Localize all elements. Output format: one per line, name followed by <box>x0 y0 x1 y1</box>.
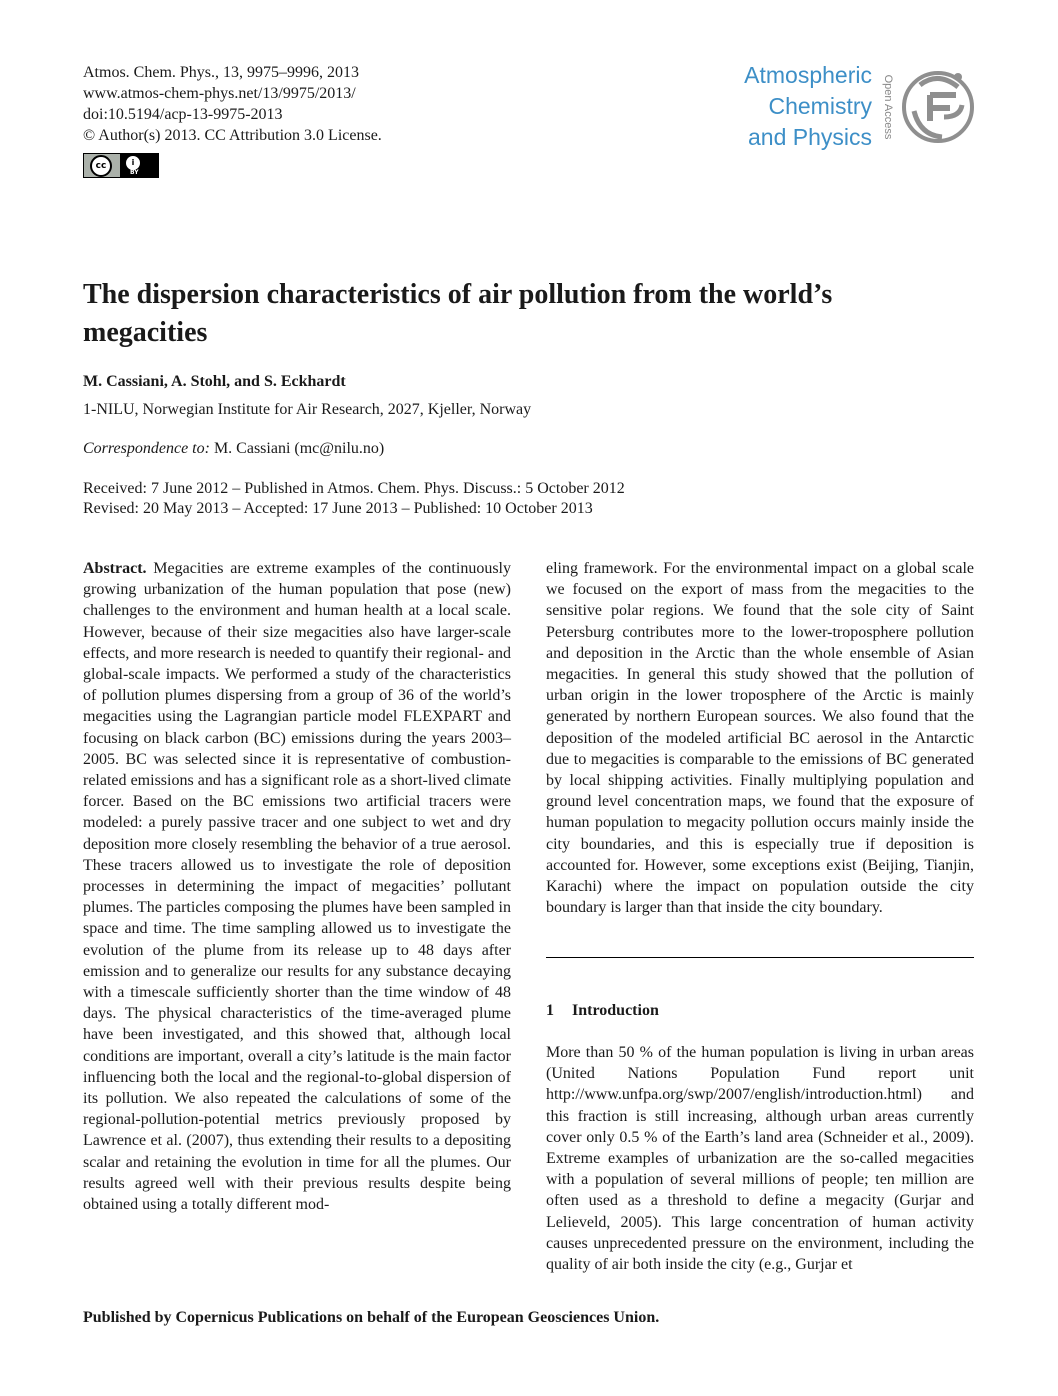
revised-line: Revised: 20 May 2013 – Accepted: 17 June 2013 – Published: 10 October 2013 <box>83 500 593 517</box>
doi-line[interactable]: doi:10.5194/acp-13-9975-2013 <box>83 106 283 123</box>
cc-by-license-icon[interactable] <box>83 153 159 178</box>
section-heading-introduction <box>546 1002 659 1020</box>
by-label: BY <box>130 169 139 176</box>
cc-icon: cc <box>90 155 112 177</box>
journal-name-line-3: and Physics <box>747 124 872 150</box>
citation-line: Atmos. Chem. Phys., 13, 9975–9996, 2013 <box>83 64 360 81</box>
license-line: © Author(s) 2013. CC Attribution 3.0 License. <box>83 127 382 144</box>
abstract-column-left <box>83 558 511 1215</box>
correspondence <box>83 440 384 458</box>
article-url[interactable]: www.atmos-chem-phys.net/13/9975/2013/ <box>83 85 356 102</box>
publication-dates <box>83 479 625 519</box>
received-line: Received: 7 June 2012 – Published in Atmos. Chem. Phys. Discuss.: 5 October 2012 <box>83 480 625 497</box>
publisher-footer: Published by Copernicus Publications on behalf of the European Geosciences Union. <box>83 1309 660 1326</box>
correspondence-contact[interactable]: M. Cassiani (mc@nilu.no) <box>209 440 385 457</box>
journal-logo-icon[interactable] <box>900 65 976 149</box>
section-number: 1 <box>546 1002 554 1019</box>
journal-name-line-1: Atmospheric <box>744 62 872 88</box>
introduction-text <box>546 1042 974 1275</box>
open-access-label: Open Access <box>882 74 894 140</box>
introduction-paragraph: More than 50 % of the human population is living in urban areas (United Nations Population Fund report unit http://www.unfpa.org/swp/2007/english/introduction.html) and this fraction is still increasing, although urban areas currently cover only 0.5 % of the Earth’s land area (Schneider et al., 2009). Extreme examples of urbanization are the so-called megacities with a population of several millions of people; ten million are often used as a threshold to define a megacity (Gurjar and Lelieveld, 2005). This large concentration of human activity causes unprecedented pressure on the environment, including the quality of air both inside the city (e.g., Gurjar et <box>546 1044 974 1274</box>
correspondence-label: Correspondence to: <box>83 440 210 457</box>
author-list: M. Cassiani, A. Stohl, and S. Eckhardt <box>83 373 346 390</box>
attribution-person-icon: i <box>124 154 142 172</box>
abstract-label: Abstract. <box>83 560 147 577</box>
section-title: Introduction <box>572 1002 659 1019</box>
abstract-text-part-1: Megacities are extreme examples of the continuously growing urbanization of the human population that pose (new) challenges to the environment and human health at a local scale. However, because of their size megacities also have larger-scale effects, and more research is needed to quantify their regional- and global-scale impacts. We performed a study of the characteristics of pollution plumes dispersing from a group of 36 of the world’s megacities using the Lagrangian particle model FLEXPART and focusing on black carbon (BC) emissions during the years 2003–2005. BC was selected since it is representative of combustion-related emissions and has a significant role as a short-lived climate forcer. Based on the BC emissions two artificial tracers were modeled: a purely passive tracer and one subject to wet and dry deposition more closely resembling the behavior of a true aerosol. These tracers allowed us to investigate the role of deposition processes in determining the impact of megacities’ pollutant plumes. The particles composing the plumes have been sampled in space and time. The time sampling allowed us to investigate the evolution of the plume from its release up to 48 days after emission and to generalize our results for any substance decaying with a timescale sufficiently shorter than the time window of 48 days. The physical characteristics of the time-averaged plume have been investigated, and this showed that, although local conditions are important, overall a city’s latitude is the main factor influencing both the local and the regional-to-global dispersion of its pollution. We also repeated the calculations of some of the regional-pollution-potential metrics previously proposed by Lawrence et al. (2007), thus extending their results to a depositing scalar and retaining the evolution in time for all the plumes. Our results agreed well with their previous results despite being obtained using a totally different mod- <box>83 560 511 1214</box>
section-divider <box>546 957 974 958</box>
article-metadata <box>83 62 382 146</box>
abstract-text-part-2: eling framework. For the environmental impact on a global scale we focused on the export of mass from the megacities to the sensitive polar regions. We found that the sole city of Saint Petersburg contributes more to the lower-troposphere pollution and deposition in the Arctic than the whole ensemble of Asian megacities. In general this study showed that the pollution of urban origin in the lower troposphere of the Arctic is mainly generated by northern European sources. We also found that the deposition of the modeled artificial BC aerosol in the Antarctic due to megacities is comparable to the emissions of BC generated by local shipping activities. Finally multiplying population and ground level concentration maps, we found that the exposure of human population to megacity pollution occurs mainly inside the city boundaries, and this is especially true if deposition is accounted for. However, some exceptions exist (Beijing, Tianjin, Karachi) where the impact on population outside the city boundary is larger than that inside the city boundary. <box>546 560 974 917</box>
journal-name-line-2: Chemistry <box>768 93 872 119</box>
journal-name[interactable] <box>720 60 872 153</box>
affiliation: 1-NILU, Norwegian Institute for Air Research, 2027, Kjeller, Norway <box>83 401 532 418</box>
paper-title: The dispersion characteristics of air pollution from the world’s megacities <box>83 279 833 348</box>
abstract-column-right <box>546 558 974 918</box>
